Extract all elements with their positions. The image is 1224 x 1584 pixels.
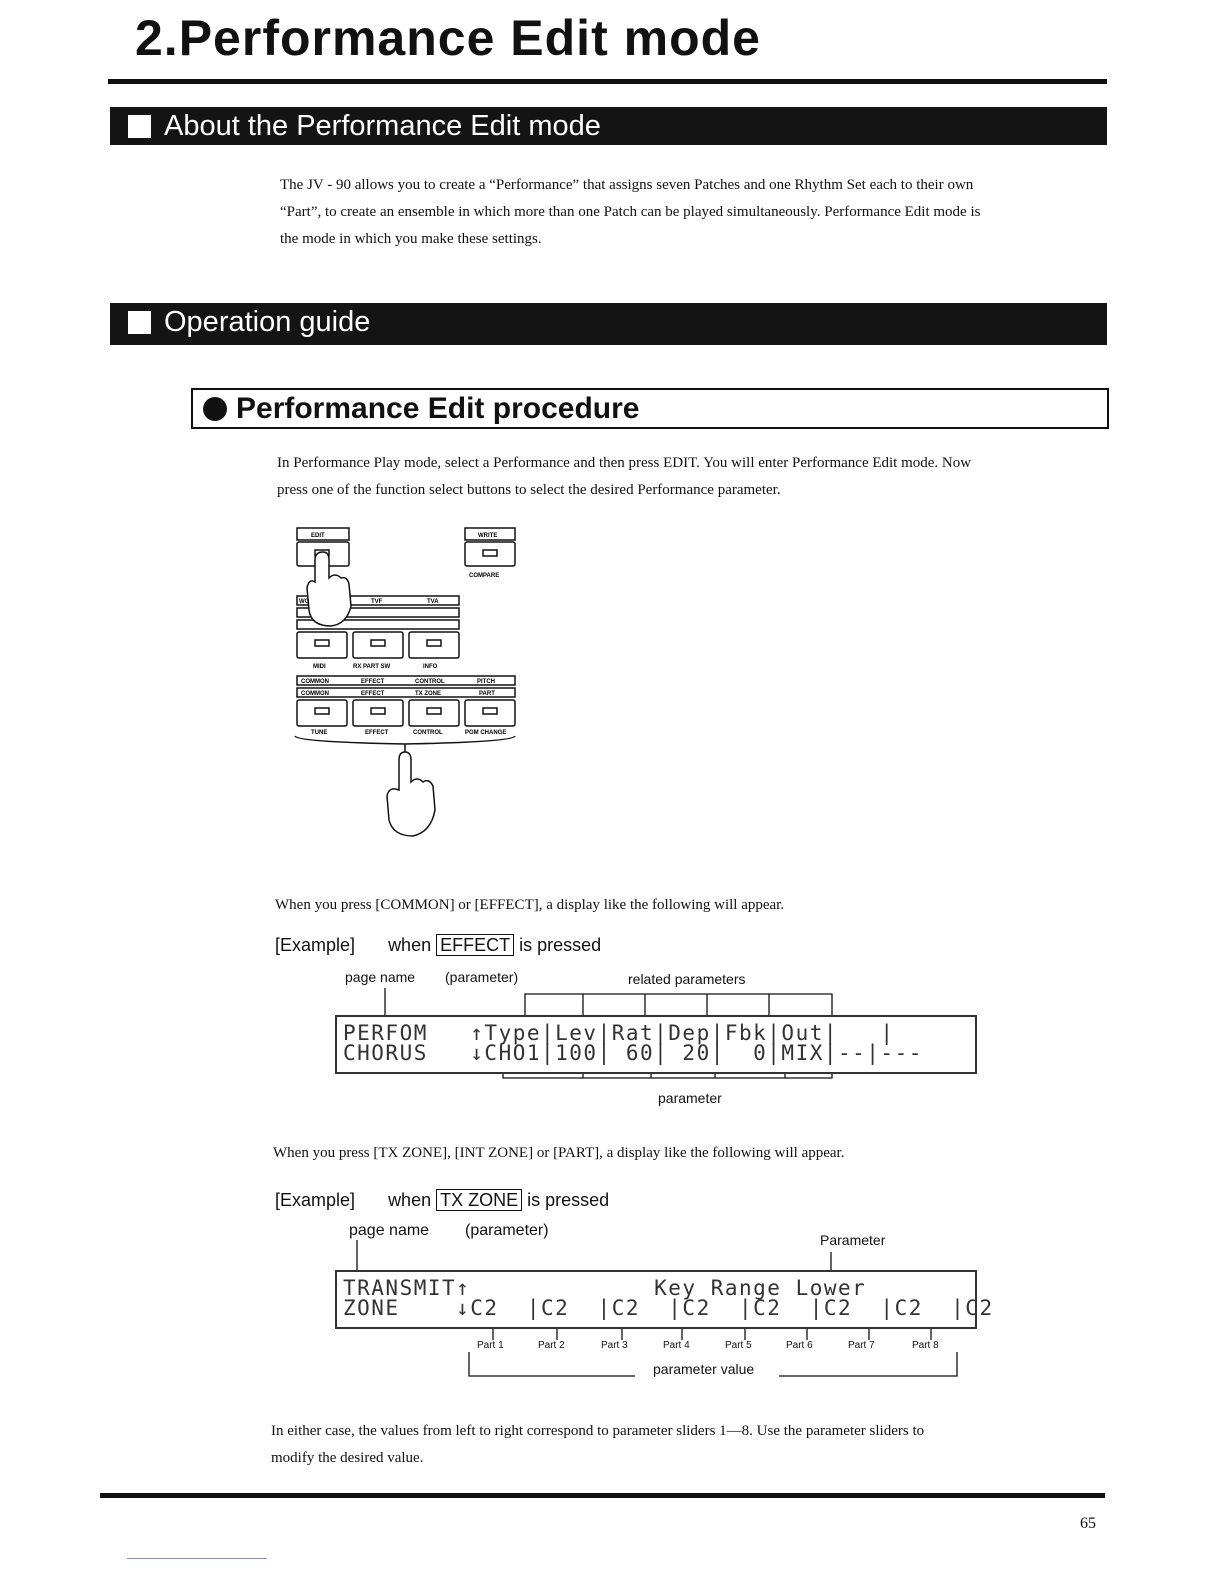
title-rule — [108, 79, 1107, 84]
part-label: Part 2 — [538, 1340, 565, 1351]
page-name-label: page name — [345, 969, 416, 985]
lcd-line-1: TRANSMIT↑ Key Range Lower — [343, 1276, 867, 1300]
page-name-label: page name — [349, 1222, 430, 1239]
part-button — [465, 700, 515, 726]
example1-header — [275, 935, 601, 956]
text-line: modify the desired value. — [271, 1450, 424, 1466]
example-label: [Example] — [275, 1190, 356, 1210]
sub-label: MIDI — [313, 664, 326, 670]
tab-label: PITCH — [477, 679, 495, 685]
sub-label: PGM CHANGE — [465, 730, 507, 736]
sub-label: EFFECT — [365, 730, 389, 736]
related-parameters-label: related parameters — [628, 971, 746, 987]
parameter-value-label: parameter value — [653, 1361, 755, 1377]
part-label: Part 7 — [848, 1340, 875, 1351]
example2-intro: When you press [TX ZONE], [INT ZONE] or [PART], a display like the following will appear. — [273, 1145, 845, 1161]
sub-label: INFO — [423, 664, 438, 670]
example2-header — [275, 1190, 609, 1211]
part-label: Part 6 — [786, 1340, 813, 1351]
tab-label: TVA — [427, 599, 439, 605]
lcd-line-2: ZONE ↓C2 |C2 |C2 |C2 |C2 |C2 |C2 |C2 — [343, 1296, 994, 1320]
part-label: Part 1 — [477, 1340, 504, 1351]
square-bullet-icon — [128, 115, 151, 138]
example-label: [Example] — [275, 935, 356, 955]
page-number: 65 — [1080, 1515, 1096, 1532]
parameter-paren-label: (parameter) — [465, 1222, 549, 1239]
page-title: 2.Performance Edit mode — [135, 10, 761, 66]
write-button — [465, 542, 515, 566]
text-line: the mode in which you make these settings. — [280, 231, 542, 247]
when-text: when — [388, 935, 432, 955]
section-heading-about: About the Performance Edit mode — [164, 110, 601, 142]
tab-label: WG — [299, 599, 310, 605]
effect-key-label: EFFECT — [436, 934, 514, 956]
footer-rule — [100, 1493, 1105, 1498]
pointing-hand-icon — [387, 752, 435, 836]
sub-label: TUNE — [311, 730, 328, 736]
write-label: WRITE — [478, 533, 498, 539]
part-label: Part 5 — [725, 1340, 752, 1351]
tva-button — [409, 632, 459, 658]
sub-label: RX PART SW — [353, 664, 391, 670]
effect-button — [353, 700, 403, 726]
footer-link-line — [127, 1558, 267, 1559]
text-line: In Performance Play mode, select a Performance and then press EDIT. You will enter Performance Edit mode. Now — [277, 455, 972, 471]
part-label: Part 4 — [663, 1340, 690, 1351]
parameter-paren-label: (parameter) — [445, 969, 519, 985]
tab-label: PART — [479, 691, 495, 697]
compare-label: COMPARE — [469, 573, 500, 579]
text-line: The JV - 90 allows you to create a “Performance” that assigns seven Patches and one Rhythm Set each to their own — [280, 177, 974, 193]
text-line: In either case, the values from left to right correspond to parameter sliders 1—8. Use the parameter sliders to — [271, 1423, 925, 1439]
lcd-display-effect — [335, 1015, 977, 1074]
parameter-label: Parameter — [820, 1232, 886, 1248]
section-bar-about — [110, 107, 1107, 145]
sub-label: CONTROL — [413, 730, 443, 736]
procedure-heading: Performance Edit procedure — [236, 392, 640, 425]
example1-intro: When you press [COMMON] or [EFFECT], a display like the following will appear. — [275, 897, 785, 913]
edit-label: EDIT — [311, 533, 325, 539]
part-label: Part 8 — [912, 1340, 939, 1351]
wg-button — [297, 632, 347, 658]
control-button — [409, 700, 459, 726]
circle-bullet-icon — [203, 397, 227, 421]
common-button — [297, 700, 347, 726]
pressed-text: is pressed — [527, 1190, 610, 1210]
text-line: press one of the function select buttons to select the desired Performance parameter. — [277, 482, 781, 498]
tab-label: TVF — [371, 599, 383, 605]
lcd-display-tx-zone — [335, 1270, 994, 1329]
when-text: when — [388, 1190, 432, 1210]
about-paragraph — [280, 172, 1110, 253]
pressed-text: is pressed — [519, 935, 602, 955]
lcd-line-1: PERFOM ↑Type|Lev|Rat|Dep|Fbk|Out| | — [343, 1021, 895, 1045]
tab-label: COMMON — [301, 679, 329, 685]
text-line: “Part”, to create an ensemble in which more than one Patch can be played simultaneously. Performance Edit mode is — [280, 204, 981, 220]
tab-label: COMMON — [301, 691, 329, 697]
pressing-hand-icon — [307, 552, 351, 626]
procedure-heading-box — [191, 388, 1109, 429]
section-heading-guide: Operation guide — [164, 306, 371, 338]
tab-label: CONTROL — [415, 679, 445, 685]
panel-illustration — [285, 520, 535, 850]
procedure-paragraph — [277, 450, 1112, 504]
tab-label: EFFECT — [361, 679, 385, 685]
tab-label: EFFECT — [361, 691, 385, 697]
tvf-button — [353, 632, 403, 658]
square-bullet-icon — [128, 311, 151, 334]
tab-label: TX ZONE — [415, 691, 442, 697]
tx-zone-key-label: TX ZONE — [436, 1189, 522, 1211]
section-bar-guide — [110, 303, 1107, 345]
lcd-line-2: CHORUS ↓CHO1|100| 60| 20| 0|MIX|--|--- — [343, 1041, 923, 1065]
parameter-label: parameter — [658, 1090, 722, 1106]
part-label: Part 3 — [601, 1340, 628, 1351]
closing-paragraph — [271, 1418, 1106, 1472]
